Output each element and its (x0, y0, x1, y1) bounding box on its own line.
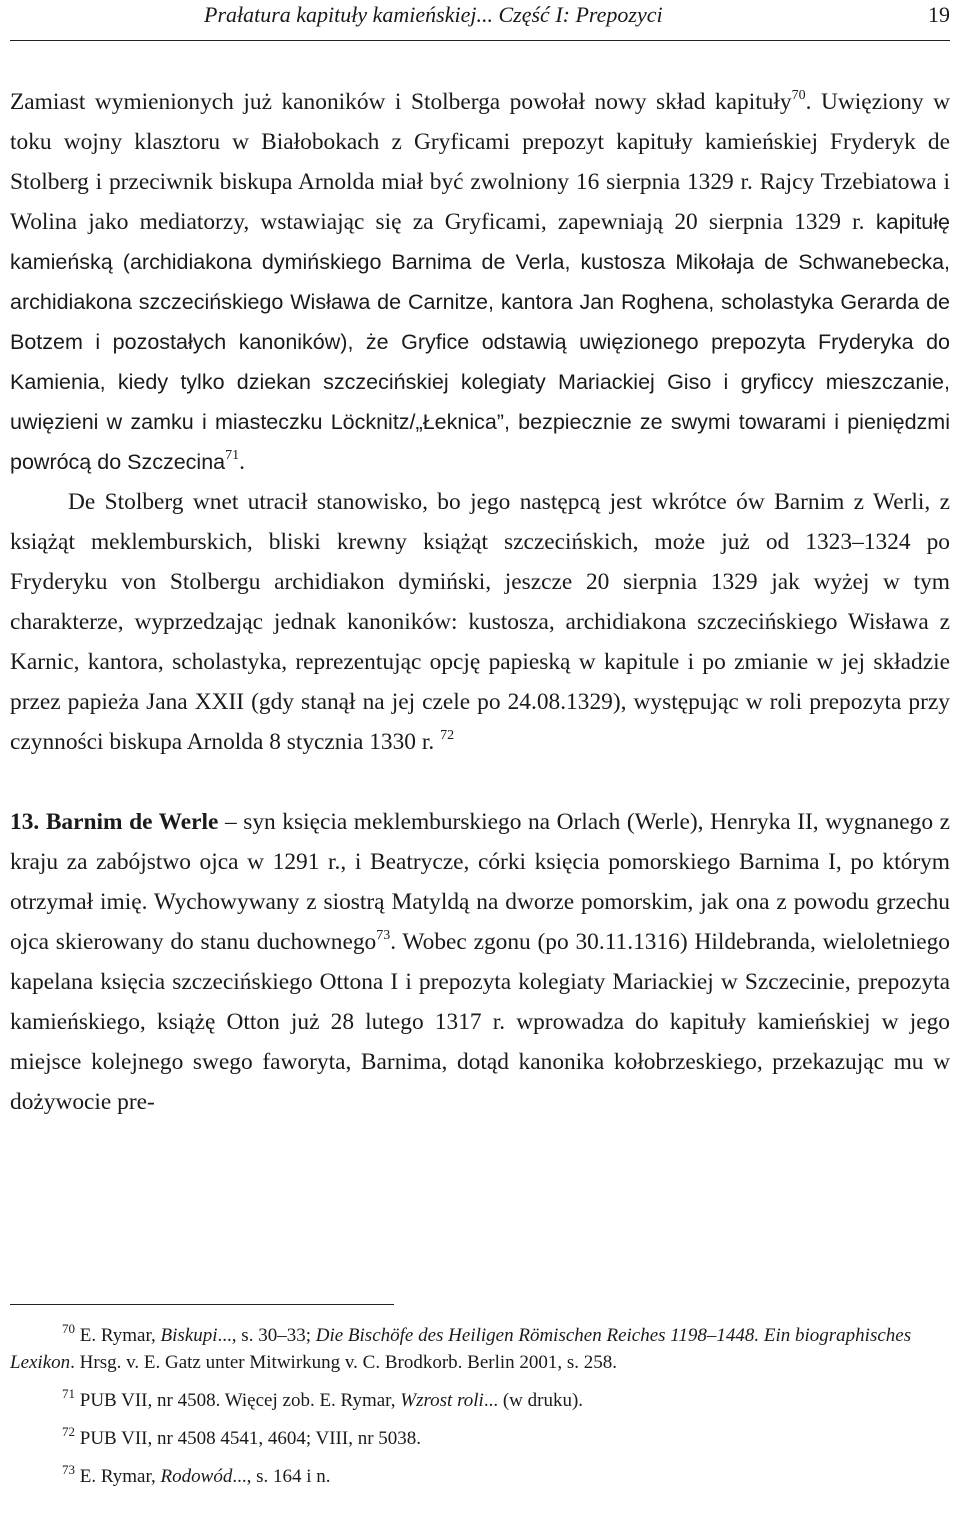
footnote-rule (10, 1304, 394, 1305)
body-text (10, 82, 950, 1122)
footnote-73-text-a: E. Rymar, (75, 1466, 161, 1487)
header-rule (10, 40, 950, 41)
footnote-73-title: Rodowód (160, 1466, 233, 1487)
footnote-72-text: PUB VII, nr 4508 4541, 4604; VIII, nr 5038. (75, 1428, 422, 1449)
footnote-number-71: 71 (62, 1386, 75, 1401)
footnote-number (10, 1322, 75, 1349)
footnote-ref-70[interactable]: 70 (791, 88, 806, 103)
footnote-70-text-c: ..., s. 30–33; (217, 1325, 316, 1346)
footnote-ref-73[interactable]: 73 (376, 928, 391, 943)
footnote-70-title-1: Biskupi (160, 1325, 218, 1346)
footnote-70 (10, 1322, 950, 1376)
running-header (10, 0, 950, 40)
footnote-70-text-e: . Hrsg. v. E. Gatz unter Mitwirkung v. C. Brodkorb. Berlin 2001, s. 258. (70, 1352, 618, 1373)
footnote-73-text-c: ..., s. 164 i n. (232, 1466, 331, 1487)
running-header-title: Prałatura kapituły kamieńskiej... Część I: Prepozyci (204, 2, 663, 27)
footnote-ref-71[interactable]: 71 (225, 448, 240, 463)
paragraph-gap (10, 762, 950, 802)
entry-number: 13. (10, 809, 40, 835)
paragraph-1-text-4: . (239, 449, 245, 475)
footnote-71 (10, 1387, 950, 1414)
footnote-number-72: 72 (62, 1424, 75, 1439)
footnote-71-text-a: PUB VII, nr 4508. Więcej zob. E. Rymar, (75, 1390, 401, 1411)
footnote-ref-72[interactable]: 72 (440, 728, 455, 743)
footnote-number (10, 1463, 75, 1490)
footnote-number-70: 70 (62, 1321, 75, 1336)
footnote-71-title: Wzrost roli (400, 1390, 484, 1411)
footnotes (10, 1322, 950, 1490)
entry-13-text-2: . Wobec zgonu (po 30.11.1316) Hildebranda, wieloletniego kapelana księcia szczecińskiego Ottona I i prepozyta kolegiaty Mariackiej w Szczecinie, prepozyta kamieńskiego, książę Otton już 28 lutego 1317 r. wprowadza do kapituły kamieńskiej w jego miejsce kolejnego swego faworyta, Barnima, dotąd kanonika kołobrzeskiego, przekazując mu w dożywocie pre- (10, 929, 950, 1115)
footnote-72 (10, 1425, 950, 1452)
footnote-71-text-c: ... (w druku). (483, 1390, 584, 1411)
paragraph-1-text-1: Zamiast wymienionych już kanoników i Stolberga powołał nowy skład kapituły (10, 89, 792, 115)
footnote-number (10, 1387, 75, 1414)
paragraph-1 (10, 82, 950, 482)
entry-name: Barnim de Werle (45, 809, 219, 835)
footnote-73 (10, 1463, 950, 1490)
paragraph-1-text-3: kapitułę kamieńską (archidiakona dymińskiego Barnima de Verla, kustosza Mikołaja de Schwanebecka, archidiakona szczecińskiego Wisława de Carnitze, kantora Jan Roghena, scholastyka Gerarda de Botzem i pozostałych kanoników), że Gryfice odstawią uwięzionego prepozyta Fryderyka do Kamienia, kiedy tylko dziekan szczecińskiej kolegiaty Mariackiej Giso i gryficcy mieszczanie, uwięzieni w zamku i miasteczku Löcknitz/„Łeknica”, bezpiecznie ze swymi towarami i pieniędzmi powrócą do Szczecina (10, 210, 950, 474)
paragraph-1-text-2: . Uwięziony w toku wojny klasztoru w Białobokach z Gryficami prepozyt kapituły kamieńskiej Fryderyk de Stolberg i przeciwnik biskupa Arnolda miał być zwolniony 16 sierpnia 1329 r. Rajcy Trzebiatowa i Wolina jako mediatorzy, wstawiając się za Gryficami, zapewniają 20 sierpnia 1329 r. (10, 89, 950, 235)
paragraph-2 (10, 482, 950, 762)
entry-13-text-1: – syn księcia meklemburskiego na Orlach (Werle), Henryka II, wygnanego z kraju za zabójstwo ojca w 1291 r., i Beatrycze, córki księcia pomorskiego Barnima I, po którym otrzymał imię. Wychowywany z siostrą Matyldą na dworze pomorskim, jak ona z powodu grzechu ojca skierowany do stanu duchownego (10, 809, 950, 955)
footnote-70-title-2: Die Bischöfe des Heiligen Römischen Reiches 1198–1448. Ein biographisches Lexikon (10, 1325, 912, 1373)
entry-13 (10, 802, 950, 1122)
footnote-70-text-a: E. Rymar, (75, 1325, 161, 1346)
page-number: 19 (928, 2, 950, 27)
paragraph-2-text: De Stolberg wnet utracił stanowisko, bo jego następcą jest wkrótce ów Barnim z Werli, z książąt meklemburskich, bliski krewny książąt szczecińskich, może już od 1323–1324 po Fryderyku von Stolbergu archidiakon dymiński, jeszcze 20 sierpnia 1329 jak wyżej w tym charakterze, wyprzedzając jednak kanoników: kustosza, archidiakona szczecińskiego Wisława z Karnic, kantora, scholastyka, reprezentując opcję papieską w kapitule i po zmianie w jej składzie przez papieża Jana XXII (gdy stanął na jej czele po 24.08.1329), występując w roli prepozyta przy czynności biskupa Arnolda 8 stycznia 1330 r. (10, 489, 950, 755)
footnote-number (10, 1425, 75, 1452)
footnote-number-73: 73 (62, 1462, 75, 1477)
